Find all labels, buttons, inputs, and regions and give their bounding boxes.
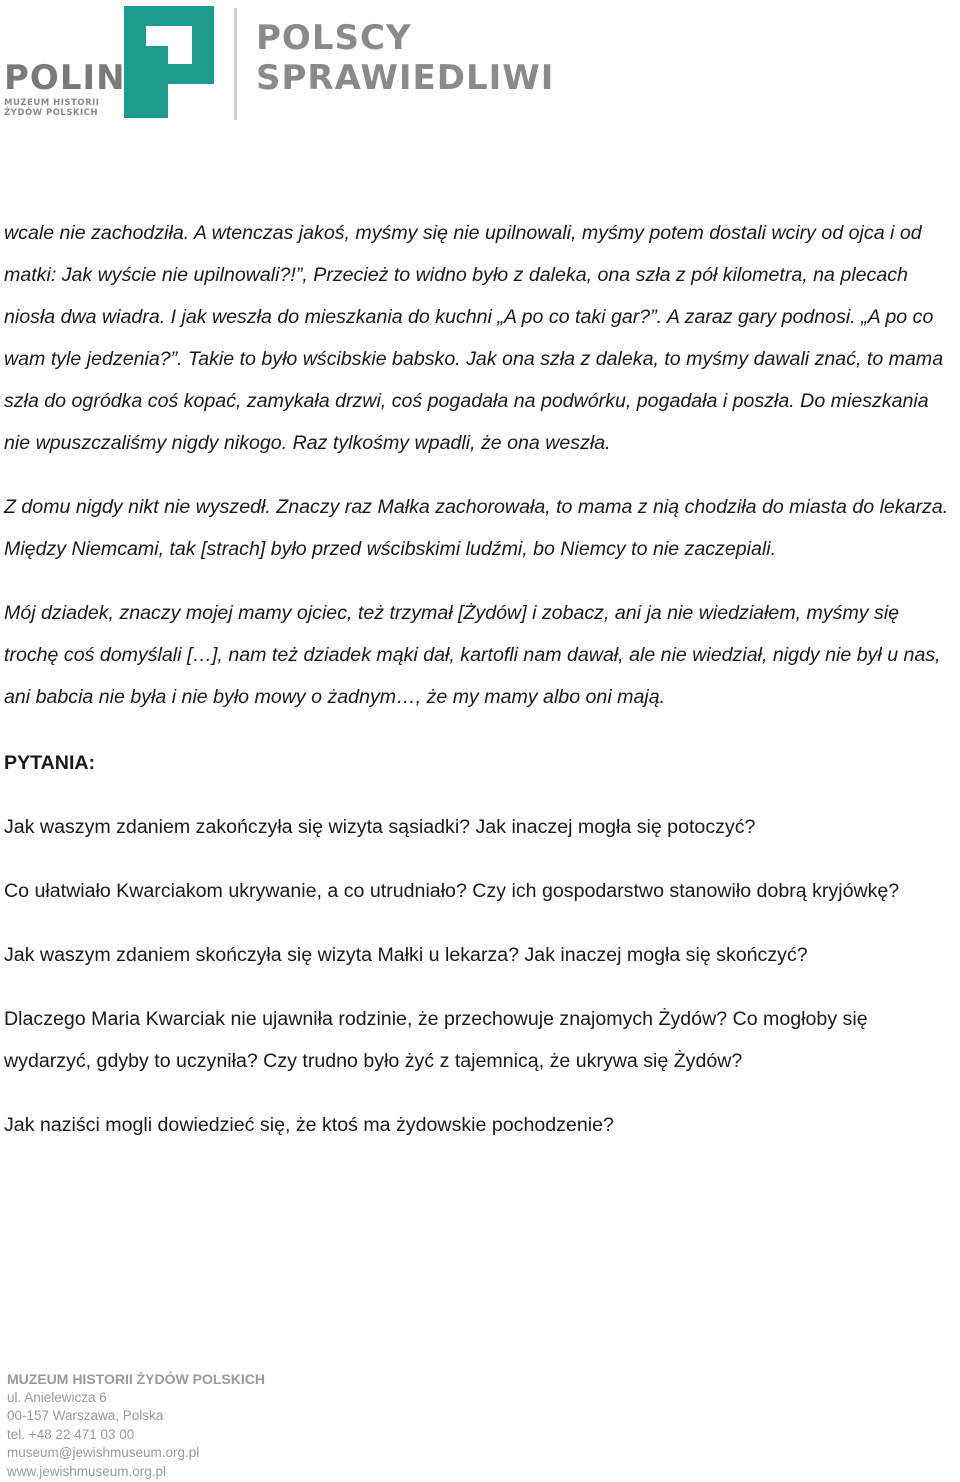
- footer-website[interactable]: www.jewishmuseum.org.pl: [7, 1463, 167, 1479]
- question-3: Jak waszym zdaniem skończyła się wizyta Małki u lekarza? Jak inaczej mogła się skończyć?: [4, 944, 808, 966]
- polscy-sprawiedliwi-logo: POLSCY SPRAWIEDLIWI: [256, 18, 555, 98]
- question-2: Co ułatwiało Kwarciakom ukrywanie, a co utrudniało? Czy ich gospodarstwo stanowiło dobrą kryjówkę?: [4, 880, 900, 902]
- polin-logo-mark-icon: [124, 6, 214, 118]
- paragraph-2: Z domu nigdy nikt nie wyszedł. Znaczy raz Małka zachorowała, to mama z nią chodziła do miasta do lekarza. Między Niemcami, tak [strach] było przed wścibskimi ludźmi, bo Niemcy to nie zaczepiali.: [4, 496, 949, 560]
- question-1: Jak waszym zdaniem zakończyła się wizyta sąsiadki? Jak inaczej mogła się potoczyć?: [4, 816, 756, 838]
- paragraph-1: wcale nie zachodziła. A wtenczas jakoś, myśmy się nie upilnowali, myśmy potem dostali wciry od ojca i od matki: Jak wyście nie upilnowali?!”, Przecież to widno było z daleka, ona szła z pół kilometra, na plecach niosła dwa wiadra. I jak weszła do mieszkania do kuchni „A po co taki gar?”. A zaraz gary podnosi. „A po co wam tyle jedzenia?”. Takie to było wścibskie babsko. Jak ona szła z daleka, to myśmy dawali znać, to mama szła do ogródka coś kopać, zamykała drzwi, coś pogadała na podwórku, pogadała i poszła. Do mieszkania nie wpuszczaliśmy nigdy nikogo. Raz tylkośmy wpadli, że ona weszła.: [4, 222, 944, 454]
- logo-divider: [234, 8, 237, 120]
- page-header: [0, 0, 960, 130]
- footer-address-street: ul. Anielewicza 6: [7, 1389, 107, 1405]
- footer-title: MUZEUM HISTORII ŻYDÓW POLSKICH: [7, 1371, 265, 1387]
- question-4: Dlaczego Maria Kwarciak nie ujawniła rodzinie, że przechowuje znajomych Żydów? Co mogłoby się wydarzyć, gdyby to uczyniła? Czy trudno było żyć z tajemnicą, że ukrywa się Żydów?: [4, 1008, 868, 1072]
- document-body: [4, 212, 956, 1146]
- footer-email[interactable]: museum@jewishmuseum.org.pl: [7, 1445, 200, 1460]
- footer-address-city: 00-157 Warszawa, Polska: [7, 1408, 164, 1423]
- questions-heading: PYTANIA:: [4, 752, 96, 774]
- question-5: Jak naziści mogli dowiedzieć się, że ktoś ma żydowskie pochodzenie?: [4, 1114, 614, 1136]
- polin-logo-text: POLIN: [4, 58, 126, 98]
- polin-logo-subtitle: MUZEUM HISTORII ŻYDÓW POLSKICH: [4, 98, 100, 118]
- footer-phone: tel. +48 22 471 03 00: [7, 1426, 135, 1442]
- page-footer: [7, 1370, 265, 1481]
- paragraph-3: Mój dziadek, znaczy mojej mamy ojciec, też trzymał [Żydów] i zobacz, ani ja nie wiedziałem, myśmy się trochę coś domyślali […], nam też dziadek mąki dał, kartofli nam dawał, ale nie wiedział, nigdy nie był u nas, ani babcia nie była i nie było mowy o żadnym…, że my mamy albo oni mają.: [4, 602, 941, 708]
